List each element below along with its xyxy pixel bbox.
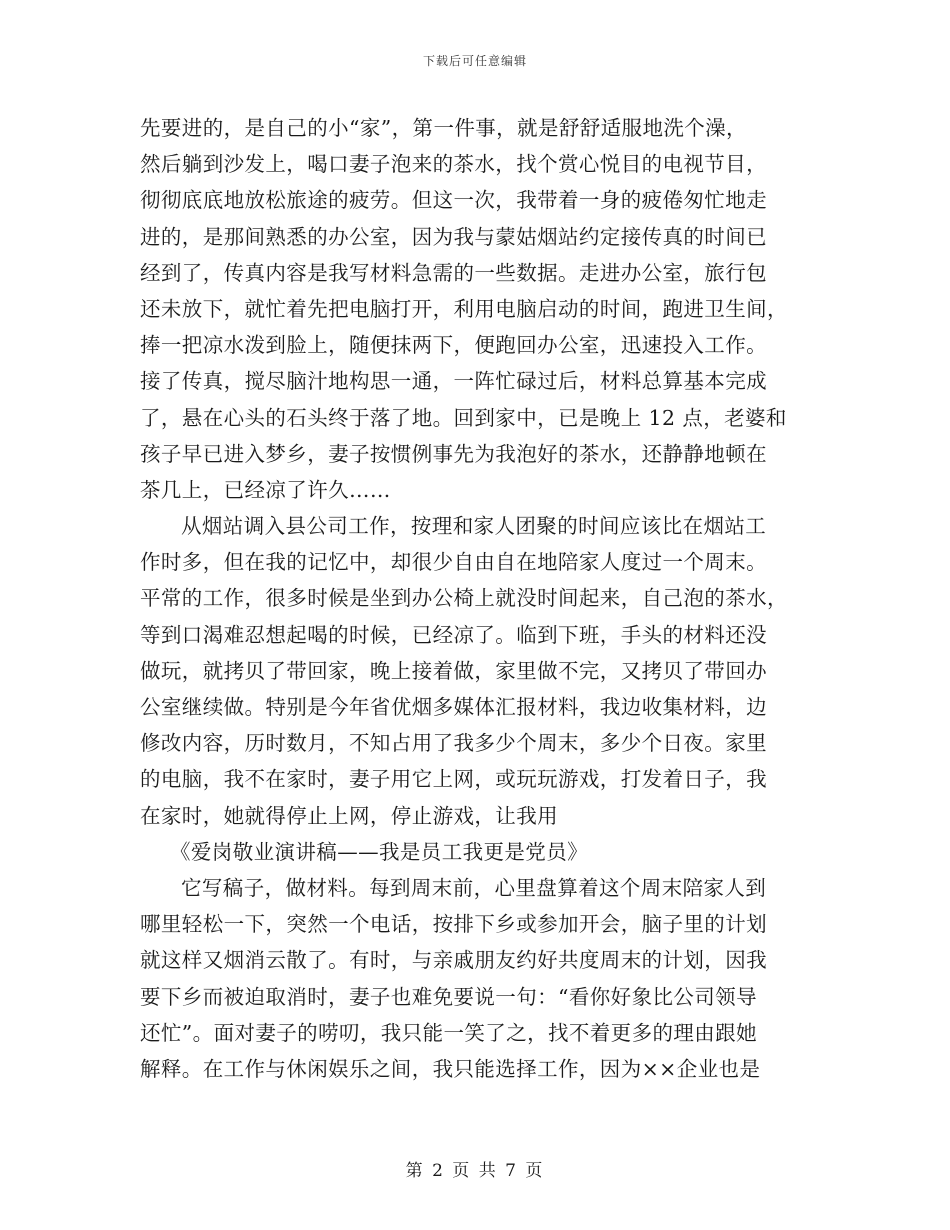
text-line: 捧一把凉水泼到脸上，随便抹两下，便跑回办公室，迅速投入工作。 — [140, 333, 767, 358]
text-line: 孩子早已进入梦乡，妻子按惯例事先为我泡好的茶水，还静静地顿在 — [140, 441, 767, 466]
text-line: 就这样又烟消云散了。有时，与亲戚朋友约好共度周末的计划，因我 — [140, 948, 767, 973]
text-line: 等到口渴难忍想起喝的时候，已经凉了。临到下班，手头的材料还没 — [140, 622, 767, 647]
text-line: 经到了，传真内容是我写材料急需的一些数据。走进办公室，旅行包 — [140, 260, 767, 285]
document-body — [140, 110, 805, 1087]
text-line: 先要进的，是自己的小“家”，第一件事，就是舒舒适服地洗个澡， — [140, 116, 747, 140]
text-line: 作时多，但在我的记忆中，却很少自由自在地陪家人度过一个周末。 — [140, 550, 767, 575]
text-line: 公室继续做。特别是今年省优烟多媒体汇报材料，我边收集材料，边 — [140, 695, 767, 719]
text-line: 还未放下，就忙着先把电脑打开，利用电脑启动的时间，跑进卫生间， — [140, 296, 788, 321]
text-line: 修改内容，历时数月，不知占用了我多少个周末，多少个日夜。家里 — [140, 731, 767, 756]
text-line: 平常的工作，很多时候是坐到办公椅上就没时间起来，自己泡的茶水， — [140, 586, 788, 611]
inline-title-line: 《爱岗敬业演讲稿——我是员工我更是党员》 — [170, 839, 588, 864]
paragraph-start-line: 从烟站调入县公司工作，按理和家人团聚的时间应该比在烟站工 — [181, 514, 767, 539]
text-line: 了，悬在心头的石头终于落了地。回到家中，已是晚上 12 点，老婆和 — [140, 405, 787, 430]
text-line: 解释。在工作与休闲娱乐之间，我只能选择工作，因为××企业也是 — [140, 1056, 761, 1081]
paragraph-start-line: 它写稿子，做材料。每到周末前，心里盘算着这个周末陪家人到 — [181, 875, 767, 900]
text-line: 哪里轻松一下，突然一个电话，按排下乡或参加开会，脑子里的计划 — [140, 912, 767, 937]
page-header: 下载后可任意编辑 — [422, 54, 527, 68]
text-line: 在家时，她就得停止上网，停止游戏，让我用 — [140, 803, 558, 828]
text-line: 然后躺到沙发上，喝口妻子泡来的茶水，找个赏心悦目的电视节目， — [140, 152, 767, 177]
text-line: 做玩，就拷贝了带回家，晚上接着做，家里做不完，又拷贝了带回办 — [140, 658, 767, 683]
text-line: 还忙”。面对妻子的唠叨，我只能一笑了之，找不着更多的理由跟她 — [140, 1020, 757, 1045]
text-line: 茶几上，已经凉了许久…… — [140, 477, 391, 502]
text-line: 要下乡而被迫取消时，妻子也难免要说一句：“看你好象比公司领导 — [140, 984, 757, 1009]
text-line: 接了传真，搅尽脑汁地构思一通，一阵忙碌过后，材料总算基本完成 — [140, 369, 767, 394]
text-line: 进的，是那间熟悉的办公室，因为我与蒙姑烟站约定接传真的时间已 — [140, 224, 767, 249]
text-line: 彻彻底底地放松旅途的疲劳。但这一次，我带着一身的疲倦匆忙地走 — [140, 188, 767, 213]
text-line: 的电脑，我不在家时，妻子用它上网，或玩玩游戏，打发着日子，我 — [140, 767, 767, 792]
page-footer: 第 2 页 共 7 页 — [405, 1161, 545, 1181]
